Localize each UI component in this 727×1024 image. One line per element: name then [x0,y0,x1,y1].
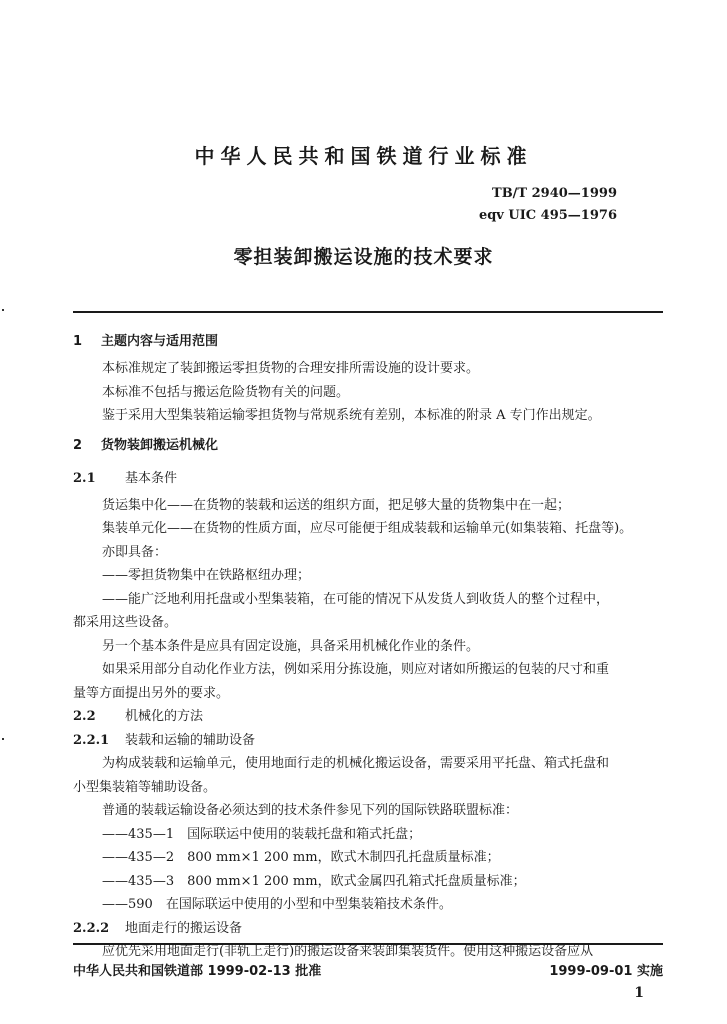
list-item: ——能广泛地利用托盘或小型集装箱，在可能的情况下从发货人到收货人的整个过程中， [102,591,610,607]
subsection-title: 装载和运输的辅助设备 [125,732,256,748]
subsection-title: 地面走行的搬运设备 [125,920,243,936]
subsection-number: 2.1 [73,470,96,486]
document-body [73,327,665,964]
scan-artifact-mark [2,738,4,740]
section-number: 1 [73,334,83,349]
paragraph: 鉴于采用大型集装箱运输零担货物与常规系统有差别，本标准的附录 A 专门作出规定。 [102,408,601,423]
list-item-continuation: 都采用这些设备。 [73,615,178,630]
section-number: 2 [73,437,83,453]
footer-divider [73,943,663,945]
subsection-number: 2.2.1 [73,732,110,748]
section-2-heading [73,431,665,461]
standard-list-item: ——435—3 800 mm×1 200 mm，欧式金属四孔箱式托盘质量标准； [102,873,526,889]
standard-heading: 中华人民共和国铁道行业标准 [194,144,533,168]
equivalent-standard: eqv UIC 495—1976 [478,208,617,223]
paragraph: 集装单元化——在货物的性质方面，应尽可能便于组成装载和运输单元(如集装箱、托盘等)。 [102,521,633,536]
subsection-title: 机械化的方法 [125,709,204,724]
paragraph: 本标准不包括与搬运危险货物有关的问题。 [102,384,350,400]
section-title: 货物装卸搬运机械化 [101,437,219,453]
document-title: 零担装卸搬运设施的技术要求 [233,246,494,268]
paragraph: 为构成装载和运输单元，使用地面行走的机械化搬运设备，需要采用平托盘、箱式托盘和 [102,756,610,771]
paragraph: 货运集中化——在货物的装载和运送的组织方面，把足够大量的货物集中在一起； [102,497,571,513]
paragraph: 普通的装载运输设备必须达到的技术条件参见下列的国际铁路联盟标准： [102,803,519,818]
subsection-2-2-heading [73,705,665,729]
implementation-date: 1999-09-01 实施 [549,964,663,979]
standard-list-item: ——435—1 国际联运中使用的装载托盘和箱式托盘； [102,826,422,842]
paragraph-continuation: 小型集装箱等辅助设备。 [73,779,217,795]
standard-code: TB/T 2940—1999 [492,186,617,201]
list-item: ——零担货物集中在铁路枢纽办理； [102,568,311,583]
paragraph: 本标准规定了装卸搬运零担货物的合理安排所需设施的设计要求。 [102,361,480,376]
subsection-2-2-1-heading [73,729,665,753]
standard-list-item: ——435—2 800 mm×1 200 mm，欧式木制四孔托盘质量标准； [102,850,500,865]
paragraph: 亦即具备： [102,544,168,560]
section-title: 主题内容与适用范围 [101,334,219,349]
page-number: 1 [634,985,644,1001]
standard-list-item: ——590 在国际联运中使用的小型和中型集装箱技术条件。 [102,897,452,912]
paragraph: 另一个基本条件是应具有固定设施，具备采用机械化作业的条件。 [102,638,480,654]
subsection-2-1-heading [73,464,665,494]
header-divider [73,311,663,313]
subsection-number: 2.2.2 [73,920,110,936]
approval-line: 中华人民共和国铁道部 1999-02-13 批准 [73,964,322,979]
subsection-2-2-2-heading [73,917,665,941]
subsection-number: 2.2 [73,709,96,724]
scan-artifact-mark [2,309,4,311]
subsection-title: 基本条件 [125,470,178,486]
section-1-heading [73,327,665,357]
paragraph: 应优先采用地面走行(非轨上走行)的搬运设备来装卸集装货件。使用这种搬运设备应从 [102,944,594,959]
paragraph-continuation: 量等方面提出另外的要求。 [73,685,230,701]
paragraph: 如果采用部分自动化作业方法，例如采用分拣设施，则应对诸如所搬运的包装的尺寸和重 [102,662,610,677]
